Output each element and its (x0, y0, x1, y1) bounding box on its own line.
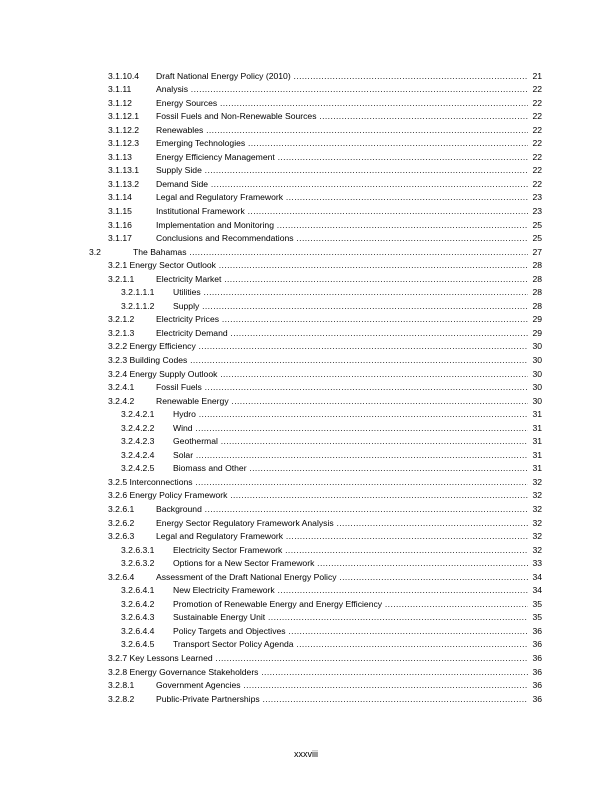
toc-entry[interactable] (0, 178, 612, 192)
toc-entry-title: Government Agencies (156, 680, 241, 691)
toc-entry-title: Legal and Regulatory Framework (156, 192, 284, 203)
toc-entry-number: 3.1.12.2 (108, 124, 140, 135)
toc-entry-leader (108, 368, 542, 382)
toc-entry-page: 23 (528, 205, 542, 219)
toc-entry-page: 31 (528, 422, 542, 436)
toc-entry-leader (108, 652, 542, 666)
toc-entry-number: 3.2.1.3 (108, 327, 135, 338)
toc-entry-title: 3.2.3 Building Codes (108, 354, 188, 365)
toc-entry-title: Legal and Regulatory Framework (156, 531, 284, 542)
toc-entry-number: 3.2.6.4.3 (121, 612, 155, 623)
toc-entry-page: 22 (528, 124, 542, 138)
toc-entry-leader (156, 83, 542, 97)
toc-entry-number: 3.2.6.4.1 (121, 585, 155, 596)
toc-entry-page: 35 (528, 598, 542, 612)
toc-entry-leader (108, 259, 542, 273)
toc-entry-title: Conclusions and Recommendations (156, 233, 294, 244)
toc-entry-page: 25 (528, 232, 542, 246)
toc-entry-title: Electricity Prices (156, 314, 220, 325)
toc-entry-leader (156, 571, 542, 585)
toc-entry-page: 36 (528, 693, 542, 707)
toc-entry-number: 3.2.6.2 (108, 517, 135, 528)
toc-entry-title: Assessment of the Draft National Energy Policy (156, 571, 337, 582)
toc-entry-leader (173, 544, 542, 558)
toc-entry-leader (156, 679, 542, 693)
toc-entry-title: Promotion of Renewable Energy and Energy Efficiency (173, 598, 383, 609)
toc-entry-number: 3.2 (89, 246, 101, 257)
toc-entry-number: 3.2.8.1 (108, 680, 135, 691)
toc-entry-title: The Bahamas (133, 246, 187, 257)
toc-entry-page: 29 (528, 327, 542, 341)
toc-entry-page: 32 (528, 544, 542, 558)
toc-entry-leader (156, 381, 542, 395)
toc-entry-number: 3.2.6.4 (108, 571, 135, 582)
toc-entry-title: 3.2.7 Key Lessons Learned (108, 653, 213, 664)
toc-entry[interactable] (0, 124, 612, 138)
toc-entry-leader (156, 151, 542, 165)
toc-entry-title: Biomass and Other (173, 463, 247, 474)
toc-entry-page: 36 (528, 638, 542, 652)
toc-entry-leader (173, 435, 542, 449)
toc-entry[interactable] (0, 70, 612, 84)
toc-entry[interactable] (0, 611, 612, 625)
toc-entry-leader (156, 191, 542, 205)
toc-entry-number: 3.2.4.2 (108, 395, 135, 406)
toc-entry-title: Hydro (173, 409, 196, 420)
toc-entry-page: 22 (528, 97, 542, 111)
toc-entry-title: Background (156, 504, 202, 514)
page-number: xxxviii (294, 749, 318, 759)
toc-entry-title: Sustainable Energy Unit (173, 612, 266, 623)
toc-entry-page: 35 (528, 611, 542, 625)
toc-entry-page: 36 (528, 666, 542, 680)
toc-entry[interactable] (0, 340, 612, 354)
toc-entry-number: 3.1.13.2 (108, 178, 140, 189)
toc-entry[interactable] (0, 435, 612, 449)
toc-entry[interactable] (0, 354, 612, 368)
toc-entry-leader (156, 124, 542, 138)
toc-entry[interactable] (0, 219, 612, 233)
toc-entry-page: 30 (528, 381, 542, 395)
toc-entry[interactable] (0, 191, 612, 205)
toc-entry-leader (156, 327, 542, 341)
toc-entry-leader (156, 503, 542, 517)
toc-entry-leader (173, 584, 542, 598)
toc-entry-title: Institutional Framework (156, 205, 245, 216)
toc-entry-leader (156, 219, 542, 233)
toc-entry[interactable] (0, 381, 612, 395)
toc-entry-number: 3.2.4.2.5 (121, 463, 155, 474)
toc-entry-leader (156, 164, 542, 178)
toc-entry-page: 22 (528, 178, 542, 192)
toc-entry-number: 3.1.13.1 (108, 165, 140, 176)
toc-entry-number: 3.1.12.1 (108, 111, 140, 122)
toc-entry-leader (156, 110, 542, 124)
toc-entry-number: 3.2.4.2.4 (121, 449, 155, 460)
toc-entry-page: 30 (528, 354, 542, 368)
toc-entry-title: 3.2.6 Energy Policy Framework (108, 490, 228, 501)
toc-entry-title: Supply (173, 300, 200, 311)
toc-entry-leader (173, 598, 542, 612)
toc-entry[interactable] (0, 449, 612, 463)
toc-entry-leader (156, 693, 542, 707)
toc-entry[interactable] (0, 530, 612, 544)
toc-entry[interactable] (0, 584, 612, 598)
toc-entry-number: 3.1.14 (108, 192, 132, 203)
toc-entry[interactable] (0, 544, 612, 558)
toc-entry-leader (156, 232, 542, 246)
toc-entry-title: Utilities (173, 287, 201, 298)
toc-entry-page: 29 (528, 313, 542, 327)
toc-entry[interactable] (0, 598, 612, 612)
toc-entry-number: 3.2.1.1 (108, 273, 135, 284)
toc-entry-page: 27 (528, 246, 542, 260)
toc-entry-page: 32 (528, 503, 542, 517)
table-of-contents (0, 70, 612, 707)
toc-entry[interactable] (0, 273, 612, 287)
toc-entry-page: 30 (528, 395, 542, 409)
toc-entry-page: 31 (528, 408, 542, 422)
toc-entry-leader (108, 489, 542, 503)
toc-entry[interactable] (0, 503, 612, 517)
toc-entry-page: 25 (528, 219, 542, 233)
toc-entry-number: 3.2.4.2.2 (121, 422, 155, 433)
toc-entry-title: Supply Side (156, 165, 202, 176)
toc-entry[interactable] (0, 557, 612, 571)
toc-entry[interactable] (0, 408, 612, 422)
toc-entry[interactable] (0, 571, 612, 585)
toc-entry[interactable] (0, 83, 612, 97)
toc-entry-page: 22 (528, 151, 542, 165)
toc-entry-page: 33 (528, 557, 542, 571)
toc-entry-page: 28 (528, 286, 542, 300)
toc-entry-title: Fossil Fuels and Non-Renewable Sources (156, 111, 317, 122)
toc-entry-leader (173, 611, 542, 625)
toc-entry[interactable] (0, 666, 612, 680)
toc-entry[interactable] (0, 422, 612, 436)
toc-entry[interactable] (0, 625, 612, 639)
toc-entry-title: 3.2.2 Energy Efficiency (108, 341, 196, 352)
toc-entry-leader (173, 408, 542, 422)
toc-entry[interactable] (0, 368, 612, 382)
toc-entry[interactable] (0, 164, 612, 178)
toc-entry-number: 3.2.6.3.1 (121, 544, 155, 555)
toc-entry-title: Wind (173, 422, 193, 433)
toc-entry[interactable] (0, 151, 612, 165)
toc-entry-number: 3.2.4.2.3 (121, 436, 155, 447)
toc-entry-page: 28 (528, 273, 542, 287)
toc-entry[interactable] (0, 652, 612, 666)
toc-entry-number: 3.2.6.3.2 (121, 558, 155, 569)
toc-entry-page: 32 (528, 489, 542, 503)
toc-entry-leader (108, 354, 542, 368)
toc-entry[interactable] (0, 395, 612, 409)
toc-entry[interactable] (0, 97, 612, 111)
toc-entry-page: 31 (528, 449, 542, 463)
toc-entry-title: New Electricity Framework (173, 585, 275, 596)
toc-entry[interactable] (0, 489, 612, 503)
toc-entry-page: 34 (528, 571, 542, 585)
toc-entry-number: 3.2.6.4.4 (121, 625, 155, 636)
toc-entry-title: Electricity Market (156, 273, 222, 284)
toc-entry-number: 3.2.1.2 (108, 314, 135, 325)
toc-entry-title: Emerging Technologies (156, 138, 246, 149)
toc-entry-title: Solar (173, 449, 194, 460)
toc-entry-number: 3.1.12 (108, 97, 132, 108)
toc-entry-leader (173, 557, 542, 571)
toc-entry-number: 3.2.6.1 (108, 504, 135, 514)
toc-entry-title: Demand Side (156, 178, 209, 189)
toc-entry-number: 3.2.4.2.1 (121, 409, 155, 420)
toc-entry[interactable] (0, 110, 612, 124)
toc-entry-title: Energy Sources (156, 97, 218, 108)
toc-entry-number: 3.1.11 (108, 84, 132, 95)
toc-entry-leader (173, 300, 542, 314)
toc-entry-number: 3.1.10.4 (108, 70, 140, 81)
toc-entry-number: 3.2.1.1.1 (121, 287, 155, 298)
toc-entry[interactable] (0, 313, 612, 327)
toc-entry-number: 3.1.16 (108, 219, 132, 230)
toc-entry-page: 28 (528, 300, 542, 314)
toc-entry-number: 3.2.4.1 (108, 382, 135, 393)
toc-entry-title: 3.2.4 Energy Supply Outlook (108, 368, 218, 379)
toc-entry-leader (156, 517, 542, 531)
toc-entry-number: 3.1.13 (108, 151, 132, 162)
toc-entry-leader (156, 70, 542, 84)
toc-entry[interactable] (0, 259, 612, 273)
toc-entry[interactable] (0, 137, 612, 151)
toc-entry-number: 3.2.6.4.2 (121, 598, 155, 609)
toc-entry-leader (108, 666, 542, 680)
toc-entry[interactable] (0, 476, 612, 490)
toc-entry-page: 36 (528, 679, 542, 693)
toc-entry[interactable] (0, 232, 612, 246)
toc-entry-leader (108, 340, 542, 354)
toc-entry-title: Energy Efficiency Management (156, 151, 275, 162)
toc-entry-title: Electricity Sector Framework (173, 544, 283, 555)
toc-entry[interactable] (0, 517, 612, 531)
toc-entry[interactable] (0, 693, 612, 707)
toc-entry[interactable] (0, 246, 612, 260)
toc-entry-page: 36 (528, 625, 542, 639)
toc-entry-number: 3.1.12.3 (108, 138, 140, 149)
toc-entry-title: Options for a New Sector Framework (173, 558, 315, 569)
toc-entry-number: 3.1.15 (108, 205, 132, 216)
toc-entry-leader (156, 205, 542, 219)
toc-entry[interactable] (0, 327, 612, 341)
toc-entry-page: 21 (528, 70, 542, 84)
toc-entry-page: 22 (528, 83, 542, 97)
toc-entry-title: 3.2.1 Energy Sector Outlook (108, 260, 216, 271)
toc-entry-title: Analysis (156, 84, 188, 95)
toc-entry-page: 32 (528, 476, 542, 490)
toc-entry-title: Policy Targets and Objectives (173, 625, 286, 636)
toc-entry-number: 3.2.6.4.5 (121, 639, 155, 650)
toc-entry-page: 30 (528, 340, 542, 354)
toc-entry-title: 3.2.5 Interconnections (108, 476, 193, 487)
toc-entry-leader (156, 273, 542, 287)
toc-entry-leader (173, 625, 542, 639)
toc-entry-title: 3.2.8 Energy Governance Stakeholders (108, 666, 259, 677)
toc-entry-title: Electricity Demand (156, 327, 228, 338)
toc-entry-title: Geothermal (173, 436, 218, 447)
toc-entry-leader (156, 178, 542, 192)
toc-entry[interactable] (0, 638, 612, 652)
toc-entry-page: 36 (528, 652, 542, 666)
toc-entry-number: 3.2.8.2 (108, 693, 135, 704)
toc-entry-leader (156, 395, 542, 409)
toc-entry-page: 34 (528, 584, 542, 598)
toc-entry[interactable] (0, 300, 612, 314)
toc-entry-title: Renewables (156, 124, 204, 135)
toc-entry-page: 31 (528, 462, 542, 476)
toc-entry-title: Fossil Fuels (156, 382, 202, 393)
toc-entry-leader (173, 286, 542, 300)
toc-entry-leader (173, 638, 542, 652)
toc-entry-leader (108, 476, 542, 490)
toc-entry-page: 22 (528, 110, 542, 124)
toc-entry-number: 3.1.17 (108, 233, 132, 244)
toc-entry-leader (156, 137, 542, 151)
toc-entry-title: Renewable Energy (156, 395, 229, 406)
toc-entry-page: 22 (528, 164, 542, 178)
toc-entry-title: Energy Sector Regulatory Framework Analysis (156, 517, 334, 528)
toc-entry[interactable] (0, 286, 612, 300)
toc-entry[interactable] (0, 679, 612, 693)
toc-entry-leader (156, 97, 542, 111)
toc-entry-leader (133, 246, 542, 260)
toc-entry-leader (173, 422, 542, 436)
toc-entry[interactable] (0, 462, 612, 476)
toc-entry-title: Transport Sector Policy Agenda (173, 639, 294, 650)
toc-entry-leader (173, 449, 542, 463)
toc-entry-number: 3.2.1.1.2 (121, 300, 155, 311)
toc-entry-title: Public-Private Partnerships (156, 693, 260, 704)
toc-entry-page: 28 (528, 259, 542, 273)
toc-entry-page: 32 (528, 517, 542, 531)
toc-entry-page: 32 (528, 530, 542, 544)
toc-entry[interactable] (0, 205, 612, 219)
toc-entry-number: 3.2.6.3 (108, 531, 135, 542)
toc-entry-page: 22 (528, 137, 542, 151)
toc-entry-page: 31 (528, 435, 542, 449)
toc-entry-page: 30 (528, 368, 542, 382)
toc-entry-page: 23 (528, 191, 542, 205)
toc-entry-leader (173, 462, 542, 476)
toc-entry-title: Draft National Energy Policy (2010) (156, 70, 291, 81)
toc-entry-leader (156, 313, 542, 327)
toc-entry-leader (156, 530, 542, 544)
toc-entry-title: Implementation and Monitoring (156, 219, 274, 230)
